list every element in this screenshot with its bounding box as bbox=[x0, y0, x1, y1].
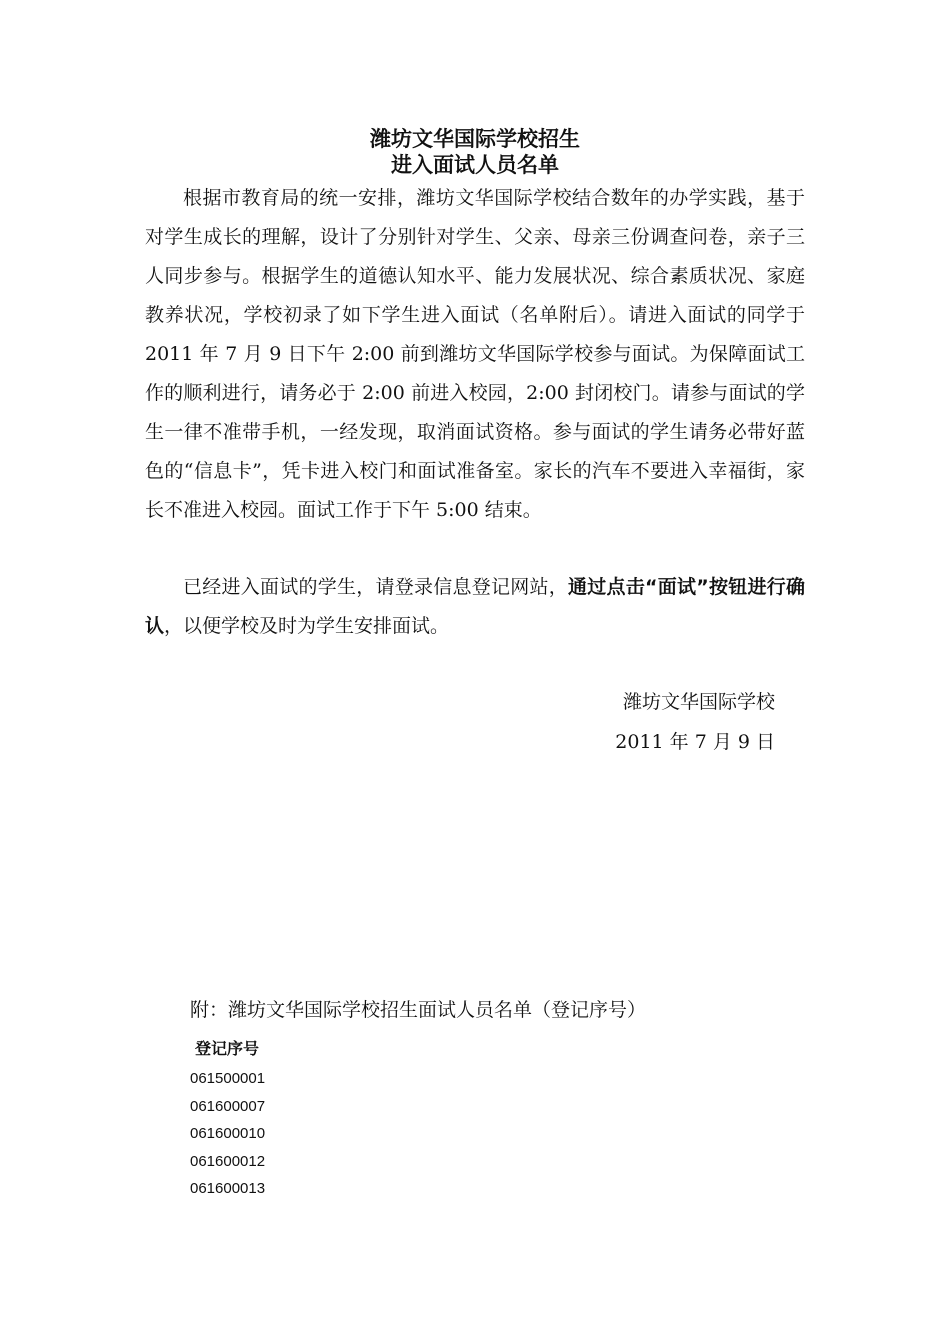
confirmation-text-end: ，以便学校及时为学生安排面试。 bbox=[164, 615, 450, 637]
document-title: 潍坊文华国际学校招生 bbox=[370, 127, 580, 151]
signature-date: 2011 年 7 月 9 日 bbox=[615, 731, 775, 753]
registration-number: 061600007 bbox=[190, 1097, 266, 1115]
registration-number: 061600012 bbox=[190, 1152, 266, 1170]
confirmation-paragraph bbox=[145, 568, 805, 646]
notice-paragraph-text: 根据市教育局的统一安排，潍坊文华国际学校结合数年的办学实践，基于对学生成长的理解，设计了分别针对学生、父亲、母亲三份调查问卷，亲子三人同步参与。根据学生的道德认知水平、能力发展状况、综合素质状况、家庭教养状况，学校初录了如下学生进入面试（名单附后）。请进入面试的同学于 2011 年 7 月 9 日下午 2:00 前到潍坊文华国际学校参与面试。为保障面试工作的顺利进行，请务必于 2:00 前进入校园，2:00 封闭校门。请参与面试的学生一律不准带手机，一经发现，取消面试资格。参与面试的学生请务必带好蓝色的“信息卡”，凭卡进入校门和面试准备室。家长的汽车不要进入幸福街，家长不准进入校园。面试工作于下午 5:00 结束。 bbox=[145, 187, 805, 521]
registration-number: 061500001 bbox=[190, 1070, 266, 1087]
registration-column-header: 登记序号 bbox=[195, 1039, 260, 1058]
confirmation-instruction: 通过点击“面试”按钮进行确认 bbox=[145, 576, 805, 637]
notice-paragraph bbox=[145, 179, 805, 530]
confirmation-text-start: 已经进入面试的学生，请登录信息登记网站， bbox=[183, 576, 569, 598]
registration-number: 061600013 bbox=[190, 1180, 266, 1197]
registration-number: 061600010 bbox=[190, 1125, 266, 1142]
document-subtitle: 进入面试人员名单 bbox=[391, 153, 559, 177]
registration-list bbox=[190, 1065, 265, 1203]
appendix-title: 附：潍坊文华国际学校招生面试人员名单（登记序号） bbox=[190, 999, 647, 1021]
signature-school: 潍坊文华国际学校 bbox=[622, 691, 775, 713]
